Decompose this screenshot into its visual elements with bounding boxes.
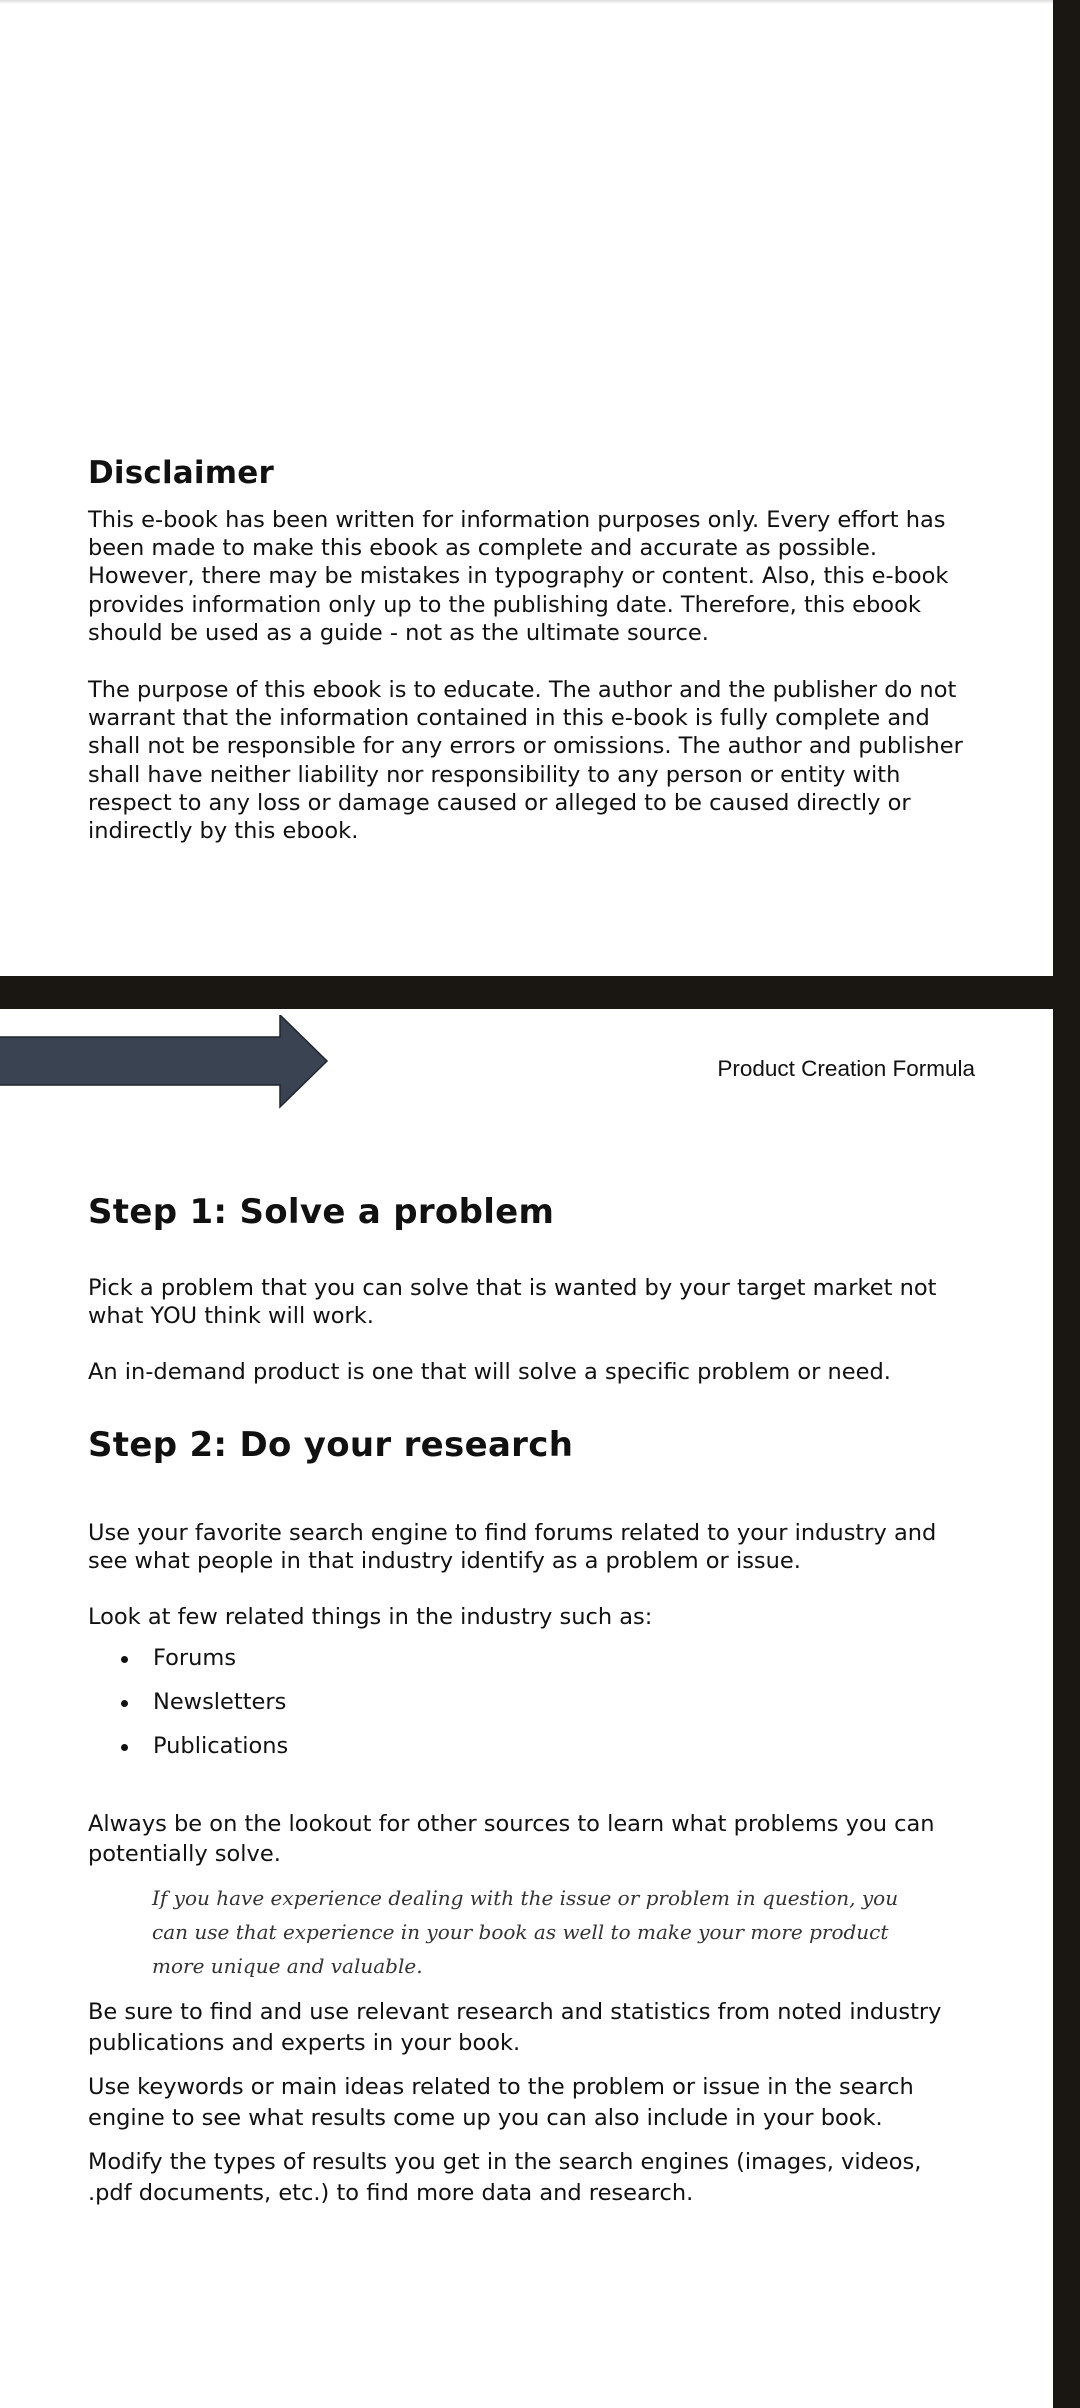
step2-paragraph-3: Always be on the lookout for other sources to learn what problems you can potentially solve. <box>88 1811 935 1867</box>
list-item: Newsletters <box>120 1688 288 1732</box>
step2-paragraph-4: Be sure to find and use relevant research and statistics from noted industry publications and experts in your book. <box>88 1999 942 2056</box>
document-page-steps <box>0 1009 1053 2408</box>
step2-paragraph-1: Use your favorite search engine to find forums related to your industry and see what people in that industry identify as a problem or issue. <box>88 1520 937 1575</box>
step1-paragraph-2: An in-demand product is one that will solve a specific problem or need. <box>88 1359 891 1385</box>
running-header-title: Product Creation Formula <box>717 1056 975 1081</box>
list-item: Forums <box>120 1644 288 1688</box>
research-sources-list <box>120 1644 288 1776</box>
list-item: Publications <box>120 1732 288 1776</box>
header-arrow-icon <box>0 1015 340 1115</box>
document-page-disclaimer <box>0 0 1053 976</box>
disclaimer-paragraph-1: This e-book has been written for information purposes only. Every effort has been made to make this ebook as complete and accurate as possible. However, there may be mistakes in typography or content. Also, this e-book provides information only up to the publishing date. Therefore, this ebook should be used as a guide - not as the ultimate source. <box>88 507 949 646</box>
step2-paragraph-2: Look at few related things in the industry such as: <box>88 1604 653 1630</box>
step1-heading: Step 1: Solve a problem <box>88 1192 555 1232</box>
experience-quote: If you have experience dealing with the issue or problem in question, you can use that experience in your book as well to make your more product more unique and valuable. <box>152 1886 899 1978</box>
page-top-shadow <box>0 0 1053 4</box>
disclaimer-paragraph-2: The purpose of this ebook is to educate. The author and the publisher do not warrant that the information contained in this e-book is fully complete and shall not be responsible for any errors or omissions. The author and publisher shall have neither liability nor responsibility to any person or entity with respect to any loss or damage caused or alleged to be caused directly or indirectly by this ebook. <box>88 677 963 845</box>
step2-heading: Step 2: Do your research <box>88 1425 574 1465</box>
step2-paragraph-5: Use keywords or main ideas related to the problem or issue in the search engine to see what results come up you can also include in your book. <box>88 2074 914 2131</box>
step2-paragraph-6: Modify the types of results you get in the search engines (images, videos, .pdf documents, etc.) to find more data and research. <box>88 2149 922 2206</box>
disclaimer-heading: Disclaimer <box>88 455 274 491</box>
step1-paragraph-1: Pick a problem that you can solve that is wanted by your target market not what YOU think will work. <box>88 1275 937 1330</box>
